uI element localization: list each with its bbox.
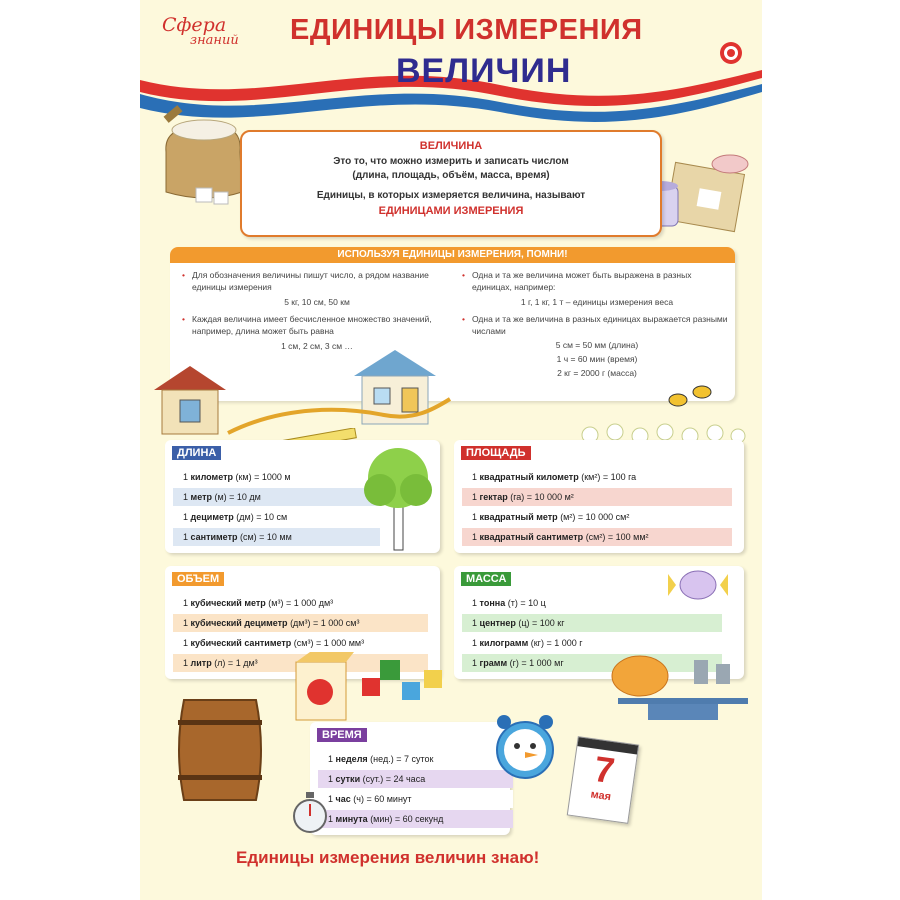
length-row: 1 километр (км) = 1000 м — [173, 468, 380, 486]
remember-bullet: • Одна и та же величина может быть выражена в разных единицах, например: — [462, 269, 732, 293]
length-row: 1 метр (м) = 10 дм — [173, 488, 380, 506]
remember-bullet: • Для обозначения величины пишут число, а рядом название единицы измерения — [182, 269, 452, 293]
area-row: 1 квадратный метр (м²) = 10 000 см² — [462, 508, 732, 526]
volume-row: 1 кубический дециметр (дм³) = 1 000 см³ — [173, 614, 428, 632]
mass-row: 1 грамм (г) = 1 000 мг — [462, 654, 722, 672]
remember-example: 2 кг = 2000 г (масса) — [557, 368, 637, 378]
bees-icon — [660, 378, 720, 418]
publisher-logo — [162, 14, 239, 48]
mass-tag: МАССА — [461, 572, 511, 586]
remember-bullet: • Каждая величина имеет бесчисленное множество значений, например, длина может быть равна — [182, 313, 452, 337]
time-row: 1 неделя (нед.) = 7 суток — [318, 750, 513, 768]
time-tag: ВРЕМЯ — [317, 728, 367, 742]
mass-row: 1 центнер (ц) = 100 кг — [462, 614, 722, 632]
calendar-icon — [567, 736, 640, 824]
time-card — [310, 722, 510, 835]
remember-example: 1 г, 1 кг, 1 т – единицы измерения веса — [520, 297, 674, 307]
definition-units-emphasis: ЕДИНИЦАМИ ИЗМЕРЕНИЯ — [378, 205, 524, 217]
poster — [140, 0, 762, 900]
publisher-seal-icon — [718, 40, 744, 66]
mass-row: 1 тонна (т) = 10 ц — [462, 594, 722, 612]
remember-right-column — [462, 269, 732, 379]
flour-sack-icon — [156, 92, 246, 212]
mass-row: 1 килограмм (кг) = 1 000 г — [462, 634, 722, 652]
page-title-line-2: ВЕЛИЧИН — [396, 52, 572, 90]
area-card — [454, 440, 744, 553]
remember-example: 1 ч = 60 мин (время) — [556, 354, 638, 364]
page-title-line-1: ЕДИНИЦЫ ИЗМЕРЕНИЯ — [290, 14, 643, 46]
small-house-icon — [150, 360, 230, 440]
definition-units-text: Единицы, в которых измеряется величина, называют — [316, 190, 586, 201]
definition-examples: (длина, площадь, объём, масса, время) — [352, 170, 550, 181]
area-row: 1 квадратный километр (км²) = 100 га — [462, 468, 732, 486]
alarm-clock-icon — [490, 712, 560, 784]
logo-line-1: Сфера — [162, 14, 227, 36]
stopwatch-icon — [290, 790, 330, 836]
logo-line-2: знаний — [190, 33, 239, 48]
barrel-icon — [170, 690, 270, 810]
volume-row: 1 кубический метр (м³) = 1 000 дм³ — [173, 594, 428, 612]
time-row: 1 минута (мин) = 60 секунд — [318, 810, 513, 828]
remember-heading: ИСПОЛЬЗУЯ ЕДИНИЦЫ ИЗМЕРЕНИЯ, ПОМНИ! — [170, 247, 735, 263]
remember-example: 5 кг, 10 см, 50 км — [284, 297, 350, 307]
definition-heading: ВЕЛИЧИНА — [419, 140, 483, 152]
definition-text: Это то, что можно измерить и записать числом — [333, 156, 569, 167]
time-row: 1 сутки (сут.) = 24 часа — [318, 770, 513, 788]
area-row: 1 гектар (га) = 10 000 м² — [462, 488, 732, 506]
candy-icon — [668, 560, 728, 610]
length-row: 1 сантиметр (см) = 10 мм — [173, 528, 380, 546]
remember-box — [170, 247, 735, 401]
volume-row: 1 литр (л) = 1 дм³ — [173, 654, 428, 672]
time-row: 1 час (ч) = 60 минут — [318, 790, 513, 808]
cubes-icon — [360, 654, 450, 704]
definition-box — [240, 130, 662, 237]
length-tag: ДЛИНА — [172, 446, 221, 460]
juice-box-icon — [290, 650, 360, 722]
scales-icon — [608, 650, 758, 730]
remember-example: 5 см = 50 мм (длина) — [555, 340, 639, 350]
calendar-day: 7 — [591, 747, 618, 792]
footer-slogan: Единицы измерения величин знаю! — [236, 848, 540, 867]
volume-tag: ОБЪЕМ — [172, 572, 224, 586]
area-row: 1 квадратный сантиметр (см²) = 100 мм² — [462, 528, 732, 546]
remember-example: 1 см, 2 см, 3 см … — [281, 341, 353, 351]
remember-left-column — [182, 269, 452, 357]
volume-row: 1 кубический сантиметр (см³) = 1 000 мм³ — [173, 634, 428, 652]
area-tag: ПЛОЩАДЬ — [461, 446, 531, 460]
birch-tree-icon — [358, 440, 438, 552]
length-row: 1 дециметр (дм) = 10 см — [173, 508, 380, 526]
remember-bullet: • Одна и та же величина в разных единицах выражается разными числами — [462, 313, 732, 337]
calendar-month: мая — [589, 788, 612, 804]
